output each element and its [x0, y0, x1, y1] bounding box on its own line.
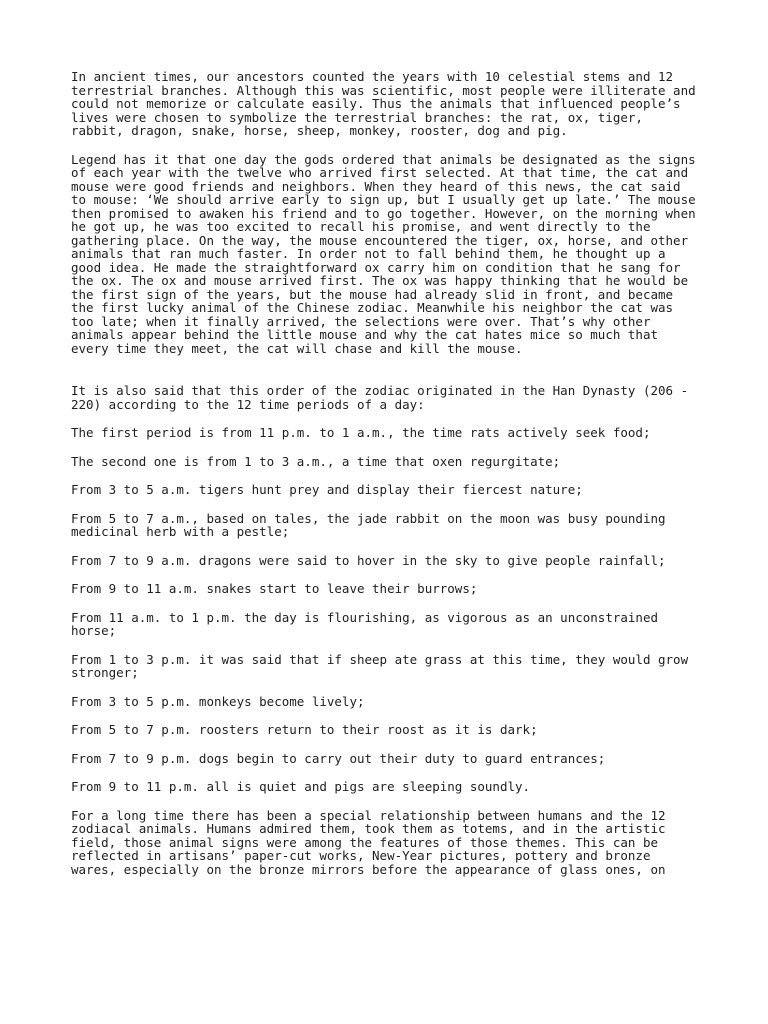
- paragraph-period-dragon: From 7 to 9 a.m. dragons were said to hover in the sky to give people rainfall;: [71, 552, 666, 568]
- paragraph-zodiac-origin: In ancient times, our ancestors counted the years with 10 celestial stems and 12 terrestrial branches. Although this was scientific, most people were illiterate and could not memorize or calculate easily. Thus the animals that influenced people’s lives were chosen to symbolize the terrestrial branches: the rat, ox, tiger, rabbit, dragon, snake, horse, sheep, monkey, rooster, dog and pig.: [71, 69, 696, 138]
- paragraph-period-pig: From 9 to 11 p.m. all is quiet and pigs are sleeping soundly.: [71, 779, 531, 794]
- paragraph-period-tiger: From 3 to 5 a.m. tigers hunt prey and display their fiercest nature;: [71, 482, 583, 497]
- paragraph-cat-and-mouse-legend: Legend has it that one day the gods ordered that animals be designated as the signs of each year with the twelve who arrived first selected. At that time, the cat and mouse were good friends and neighbors. When they heard of this news, the cat said to mouse: ‘We should arrive early to sign up, but I usually get up late.’ The mouse then promised to awaken his friend and to go together. However, on the morning when he got up, he was too excited to recall his promise, and went directly to the gathering place. On the way, the mouse encountered the tiger, ox, horse, and other animals that ran much faster. In order not to fall behind them, he thought up a good idea. He made the straightforward ox carry him on condition that he sang for the ox. The ox and mouse arrived first. The ox was happy thinking that he would be the first sign of the years, but the mouse had already slid in front, and became the first lucky animal of the Chinese zodiac. Meanwhile his neighbor the cat was too late; when it finally arrived, the selections were over. That’s why other animals appear behind the little mouse and why the cat hates mice so much that every time they meet, the cat will chase and kill the mouse.: [71, 151, 696, 356]
- paragraph-period-monkey: From 3 to 5 p.m. monkeys become lively;: [71, 693, 365, 709]
- paragraph-period-rat: The first period is from 11 p.m. to 1 a.m., the time rats actively seek food;: [71, 425, 651, 440]
- paragraph-period-snake: From 9 to 11 a.m. snakes start to leave their burrows;: [71, 581, 478, 596]
- paragraph-period-rabbit: From 5 to 7 a.m., based on tales, the jade rabbit on the moon was busy pounding medicinal herb with a pestle;: [71, 510, 666, 539]
- paragraph-human-animal-relationship: For a long time there has been a special relationship between humans and the 12 zodiacal animals. Humans admired them, took them as totems, and in the artistic field, those animal signs were among the features of those themes. This can be reflected in artisans’ paper-cut works, New-Year pictures, pottery and bronze wares, especially on the bronze mirrors before the appearance of glass ones, on: [71, 807, 666, 877]
- paragraph-period-horse: From 11 a.m. to 1 p.m. the day is flourishing, as vigorous as an unconstrained horse;: [71, 609, 658, 638]
- paragraph-period-rooster: From 5 to 7 p.m. roosters return to their roost as it is dark;: [71, 722, 538, 737]
- document-body: [71, 70, 697, 891]
- paragraph-han-dynasty-intro: It is also said that this order of the zodiac originated in the Han Dynasty (206 - 220) according to the 12 time periods of a day:: [71, 383, 689, 412]
- paragraph-period-dog: From 7 to 9 p.m. dogs begin to carry out their duty to guard entrances;: [71, 750, 606, 766]
- paragraph-period-sheep: From 1 to 3 p.m. it was said that if sheep ate grass at this time, they would grow stronger;: [71, 651, 689, 680]
- paragraph-period-ox: The second one is from 1 to 3 a.m., a time that oxen regurgitate;: [71, 453, 561, 469]
